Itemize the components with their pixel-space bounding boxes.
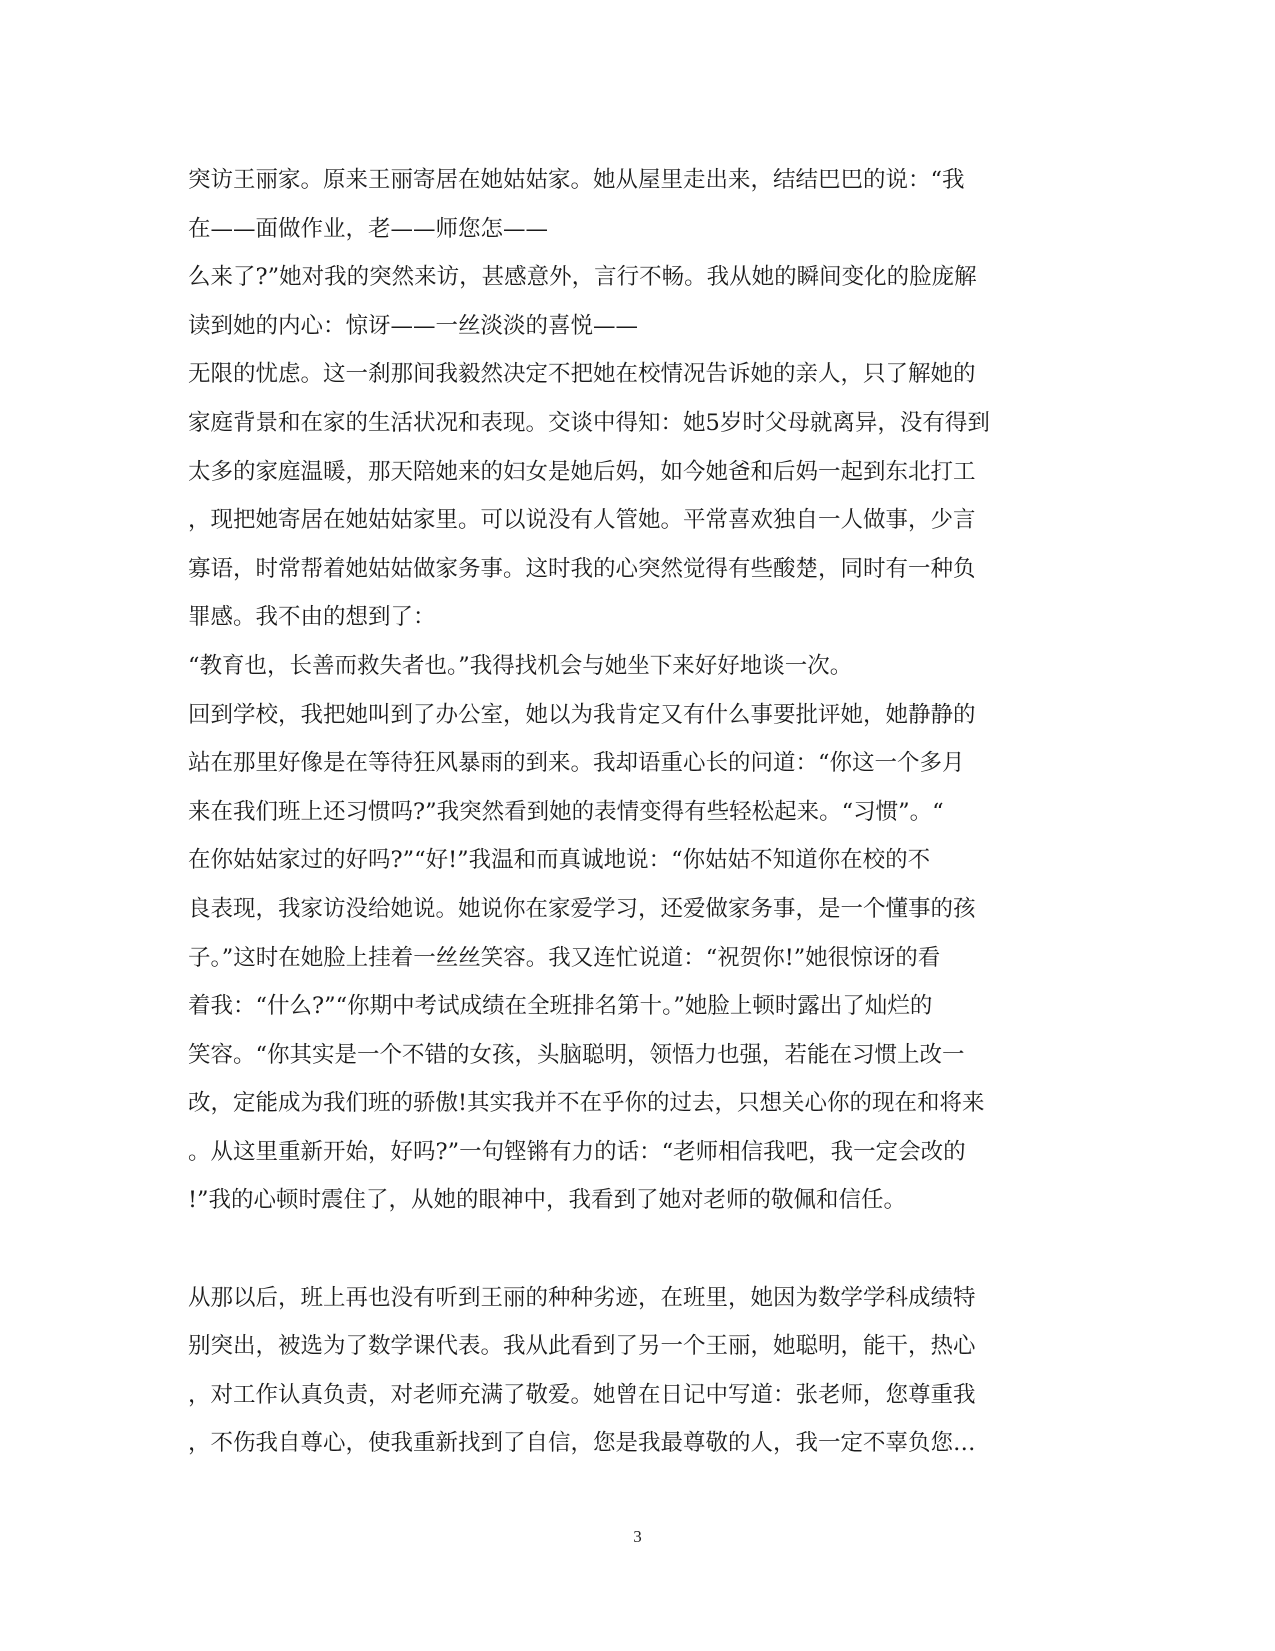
text-line: 改，定能成为我们班的骄傲!其实我并不在乎你的过去，只想关心你的现在和将来 bbox=[188, 1090, 985, 1117]
text-line: 在你姑姑家过的好吗?”“好!”我温和而真诚地说：“你姑姑不知道你在校的不 bbox=[188, 847, 931, 874]
text-line: “教育也，长善而救失者也。”我得找机会与她坐下来好好地谈一次。 bbox=[188, 652, 853, 679]
text-line: 罪感。我不由的想到了： bbox=[188, 604, 436, 631]
body-text bbox=[188, 156, 1068, 1468]
text-line: 良表现，我家访没给她说。她说你在家爱学习，还爱做家务事，是一个懂事的孩 bbox=[188, 895, 976, 922]
text-line: 寡语，时常帮着她姑姑做家务事。这时我的心突然觉得有些酸楚，同时有一种负 bbox=[188, 555, 976, 582]
text-line: 回到学校，我把她叫到了办公室，她以为我肯定又有什么事要批评她，她静静的 bbox=[188, 701, 976, 728]
text-line: 么来了?”她对我的突然来访，甚感意外，言行不畅。我从她的瞬间变化的脸庞解 bbox=[188, 264, 977, 291]
text-line: 笑容。“你其实是一个不错的女孩，头脑聪明，领悟力也强，若能在习惯上改一 bbox=[188, 1041, 965, 1068]
text-line: 来在我们班上还习惯吗?”我突然看到她的表情变得有些轻松起来。“习惯”。“ bbox=[188, 798, 944, 825]
text-line: !”我的心顿时震住了，从她的眼神中，我看到了她对老师的敬佩和信任。 bbox=[188, 1187, 907, 1214]
text-line: 家庭背景和在家的生活状况和表现。交谈中得知：她5岁时父母就离异，没有得到 bbox=[188, 409, 990, 436]
text-line: 站在那里好像是在等待狂风暴雨的到来。我却语重心长的问道：“你这一个多月 bbox=[188, 750, 965, 777]
paragraph-gap bbox=[188, 1225, 1068, 1274]
page-number: 3 bbox=[633, 1527, 642, 1546]
text-line: 太多的家庭温暖，那天陪她来的妇女是她后妈，如今她爸和后妈一起到东北打工 bbox=[188, 458, 976, 485]
text-line: 子。”这时在她脸上挂着一丝丝笑容。我又连忙说道：“祝贺你!”她很惊讶的看 bbox=[188, 944, 941, 971]
text-line: 。从这里重新开始，好吗?”一句铿锵有力的话：“老师相信我吧，我一定会改的 bbox=[188, 1138, 966, 1165]
text-line: 突访王丽家。原来王丽寄居在她姑姑家。她从屋里走出来，结结巴巴的说：“我 bbox=[188, 167, 965, 193]
text-line: 在——面做作业，老——师您怎—— bbox=[188, 215, 549, 242]
text-line: ，现把她寄居在她姑姑家里。可以说没有人管她。平常喜欢独自一人做事，少言 bbox=[188, 507, 976, 534]
text-line: ，不伤我自尊心，使我重新找到了自信，您是我最尊敬的人，我一定不辜负您… bbox=[188, 1430, 976, 1457]
text-line: 从那以后，班上再也没有听到王丽的种种劣迹，在班里，她因为数学学科成绩特 bbox=[188, 1284, 976, 1311]
text-line: ，对工作认真负责，对老师充满了敬爱。她曾在日记中写道：张老师，您尊重我 bbox=[188, 1381, 976, 1408]
text-line: 着我：“什么?”“你期中考试成绩在全班排名第十。”她脸上顿时露出了灿烂的 bbox=[188, 993, 933, 1020]
text-line: 无限的忧虑。这一刹那间我毅然决定不把她在校情况告诉她的亲人，只了解她的 bbox=[188, 361, 976, 388]
text-line: 读到她的内心：惊讶——一丝淡淡的喜悦—— bbox=[188, 312, 639, 339]
text-line: 别突出，被选为了数学课代表。我从此看到了另一个王丽，她聪明，能干，热心 bbox=[188, 1333, 976, 1360]
